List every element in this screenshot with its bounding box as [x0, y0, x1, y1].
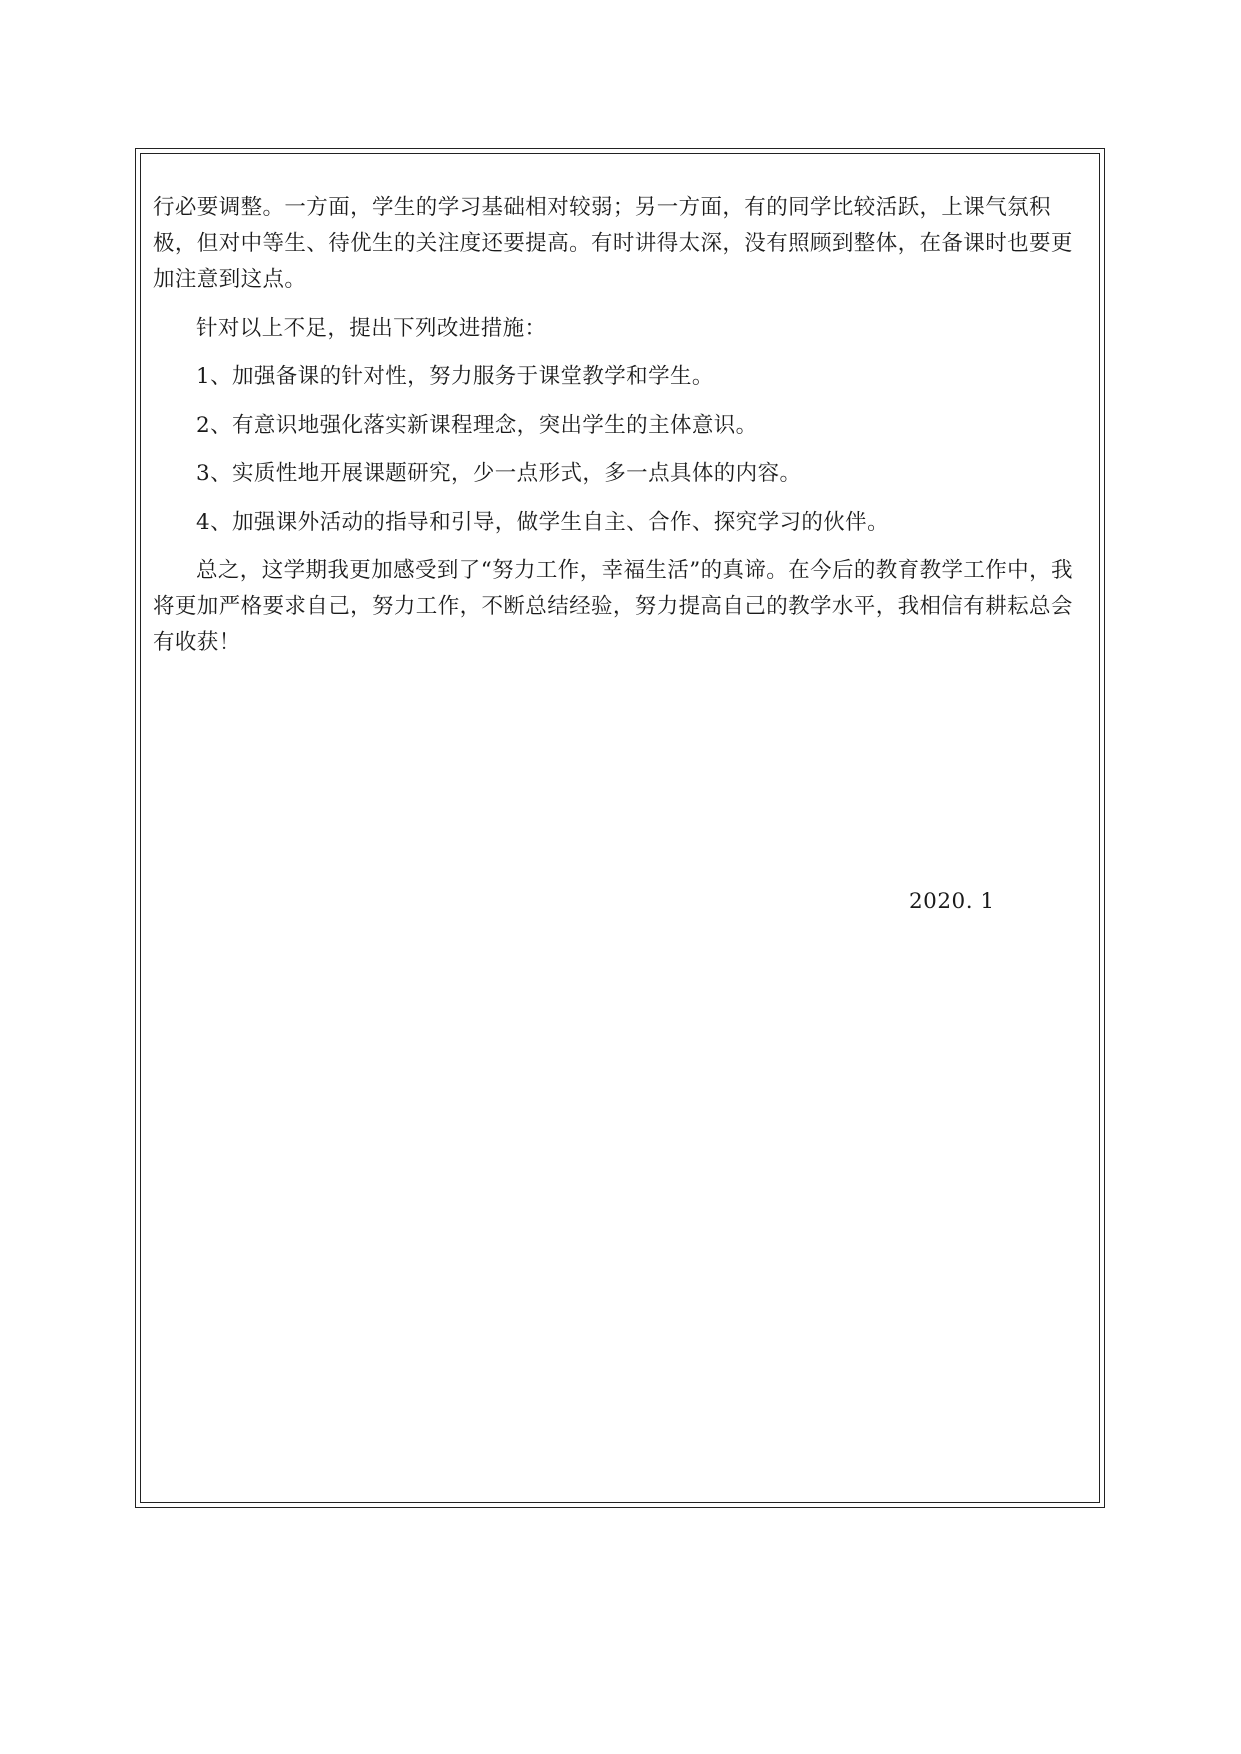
- document-body: [153, 190, 1093, 674]
- improvement-item-3: 3、实质性地开展课题研究，少一点形式，多一点具体的内容。: [196, 461, 802, 486]
- paragraph-1: 行必要调整。一方面，学生的学习基础相对较弱；另一方面，有的同学比较活跃，上课气氛积极，但对中等生、待优生的关注度还要提高。有时讲得太深，没有照顾到整体，在备课时也要更加注意到这点。: [153, 195, 1073, 292]
- improvement-item-1: 1、加强备课的针对性，努力服务于课堂教学和学生。: [196, 364, 714, 389]
- improvement-item-2: 2、有意识地强化落实新课程理念，突出学生的主体意识。: [196, 412, 758, 438]
- improvement-item-4: 4、加强课外活动的指导和引导，做学生自主、合作、探究学习的伙伴。: [196, 509, 889, 535]
- document-frame: [135, 148, 1105, 1508]
- document-date: 2020. 1: [909, 889, 995, 914]
- paragraph-2: 针对以上不足，提出下列改进措施：: [196, 315, 547, 341]
- conclusion-paragraph: 总之，这学期我更加感受到了“努力工作，幸福生活”的真谛。在今后的教育教学工作中，我将更加严格要求自己，努力工作，不断总结经验，努力提高自己的教学水平，我相信有耕耘总会有收获！: [153, 558, 1073, 655]
- document-inner-border: [140, 153, 1100, 1503]
